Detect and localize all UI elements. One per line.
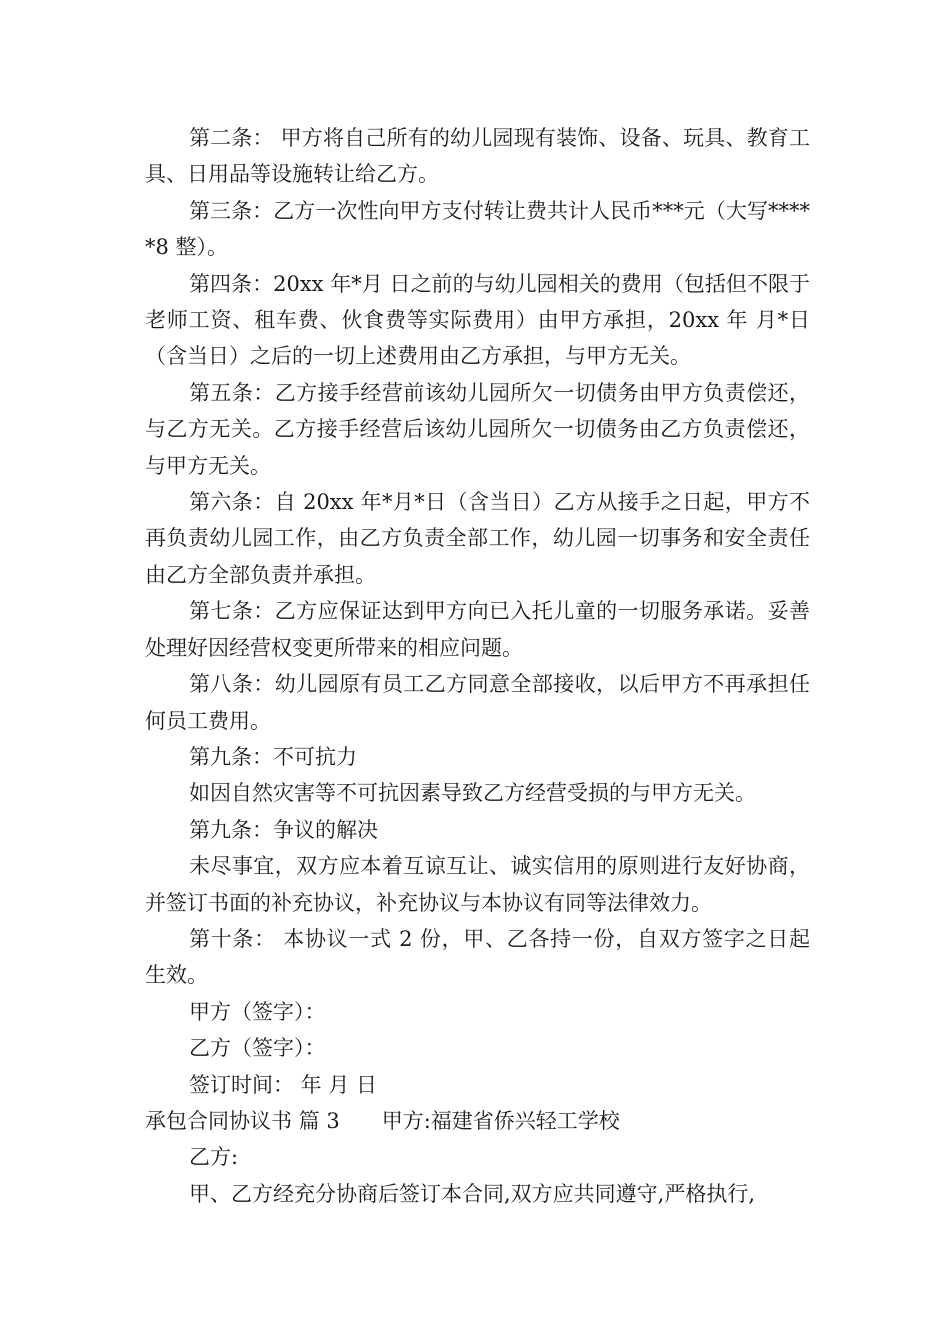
clause-6: 第六条：自 20xx 年*月*日（含当日）乙方从接手之日起，甲方不再负责幼儿园工作，由乙方负责全部工作，幼儿园一切事务和安全责任由乙方全部负责并承担。 — [145, 490, 810, 587]
clause-9-body: 如因自然灾害等不可抗因素导致乙方经营受损的与甲方无关。 — [189, 781, 756, 806]
section-heading — [145, 1103, 810, 1139]
clause-9-title: 第九条：不可抗力 — [189, 744, 357, 769]
clause-10: 第十条： 本协议一式 2 份，甲、乙各持一份，自双方签字之日起生效。 — [145, 926, 810, 988]
clause-9b-body: 未尽事宜，双方应本着互谅互让、诚实信用的原则进行友好协商，并签订书面的补充协议，补充协议与本协议有同等法律效力。 — [145, 854, 810, 915]
signature-party-a: 甲方（签字）： — [189, 999, 326, 1024]
clause-2: 第二条： 甲方将自己所有的幼儿园现有装饰、设备、玩具、教育工具、日用品等设施转让给乙方。 — [145, 126, 810, 187]
clause-5: 第五条：乙方接手经营前该幼儿园所欠一切债务由甲方负责偿还，与乙方无关。乙方接手经营后该幼儿园所欠一切债务由乙方负责偿还，与甲方无关。 — [145, 380, 810, 478]
clause-7: 第七条：乙方应保证达到甲方向已入托儿童的一切服务承诺。妥善处理好因经营权变更所带来的相应问题。 — [145, 599, 810, 660]
clause-9b-title: 第九条：争议的解决 — [189, 817, 378, 842]
document-body — [145, 120, 810, 1212]
signing-date: 签订时间： 年 月 日 — [189, 1072, 378, 1097]
clause-4: 第四条：20xx 年*月 日之前的与幼儿园相关的费用（包括但不限于老师工资、租车费、伙食费等实际费用）由甲方承担，20xx 年 月*日（含当日）之后的一切上述费用由乙方承担，与甲方无关。 — [145, 271, 810, 369]
party-a-name: 甲方:福建省侨兴轻工学校 — [381, 1108, 620, 1133]
intro-paragraph: 甲、乙方经充分协商后签订本合同,双方应共同遵守,严格执行, — [189, 1181, 756, 1206]
signature-party-b: 乙方（签字）： — [189, 1036, 326, 1061]
clause-8: 第八条：幼儿园原有员工乙方同意全部接收，以后甲方不再承担任何员工费用。 — [145, 672, 810, 733]
clause-3: 第三条：乙方一次性向甲方支付转让费共计人民币***元（大写*****8 整）。 — [145, 198, 810, 260]
party-b-label: 乙方: — [189, 1145, 239, 1170]
section-title: 承包合同协议书 篇 3 — [145, 1108, 340, 1133]
